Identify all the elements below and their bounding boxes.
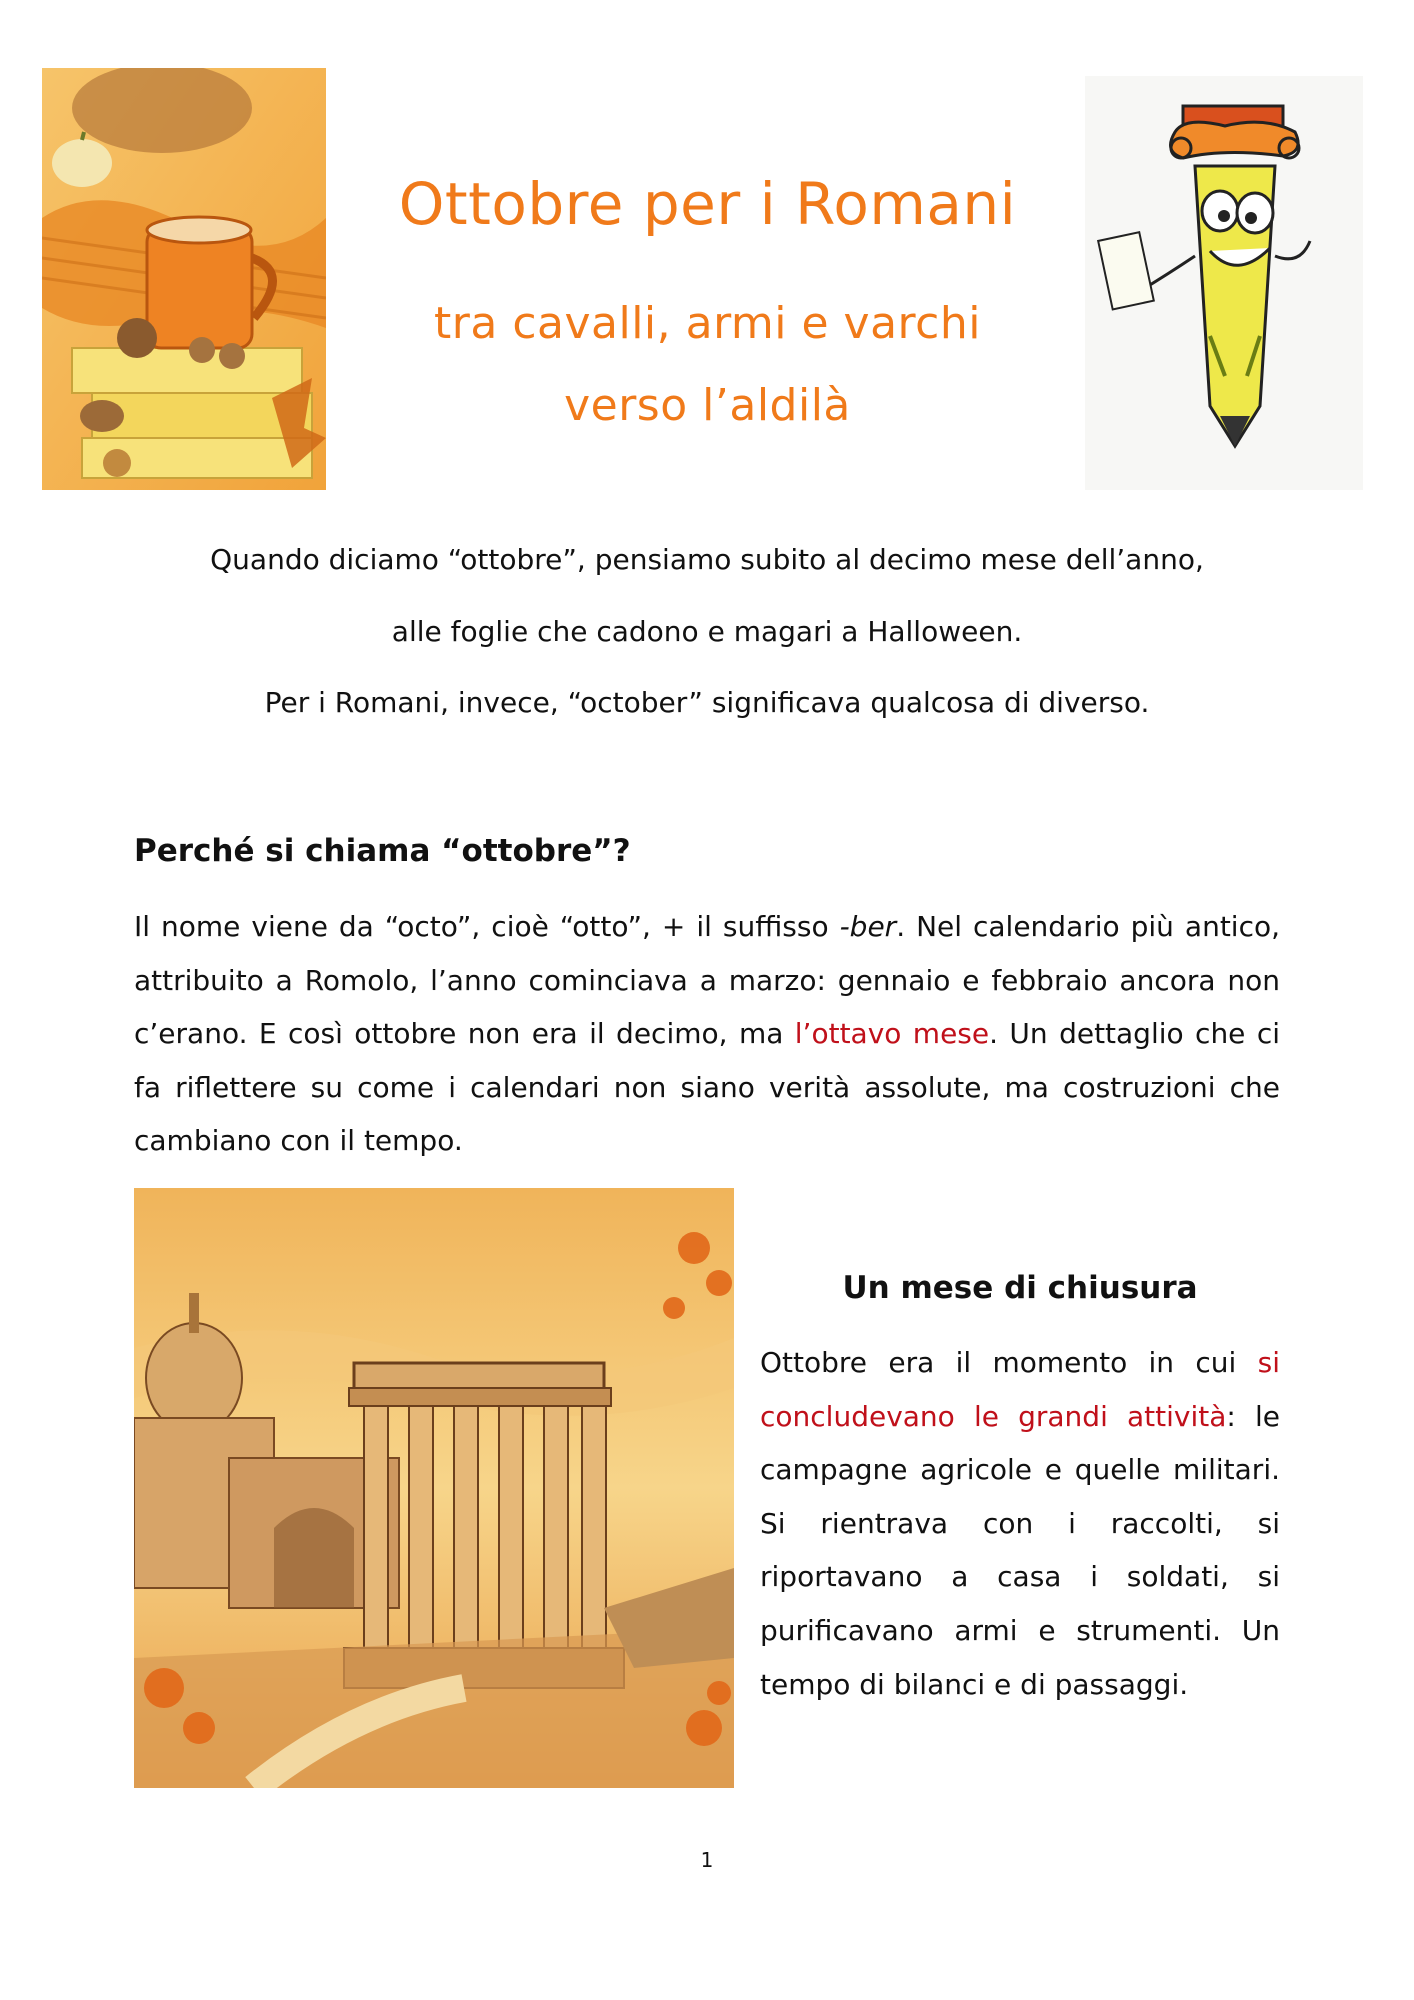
paragraph-text: : le campagne agricole e quelle militari. Si rientrava con i raccolti, si riportavano a casa i soldati, si purificavano armi e strumenti. Un tempo di bilanci e di passaggi.: [760, 1399, 1280, 1701]
italic-suffix: -ber: [839, 910, 897, 943]
section-paragraph-name-origin: [134, 900, 1280, 1168]
subtitle-line-1: tra cavalli, armi e varchi: [434, 298, 981, 349]
highlighted-text: l’ottavo mese: [794, 1017, 990, 1051]
page-number: 1: [700, 1848, 714, 1872]
paragraph-text: Il nome viene da “octo”, cioè “otto”, + il suffisso: [134, 910, 840, 943]
page-title: Ottobre per i Romani: [398, 170, 1017, 238]
paragraph-text: . Un dettaglio che ci fa riflettere su come i calendari non siano verità assolute, ma costruzioni che cambiano con il tempo.: [134, 1017, 1280, 1158]
section-heading-name-origin: Perché si chiama “ottobre”?: [134, 833, 631, 869]
section-heading-closing-month: Un mese di chiusura: [842, 1270, 1198, 1306]
intro-line-2: alle foglie che cadono e magari a Halloween.: [391, 615, 1023, 648]
pencil-mascot-illustration: [1085, 76, 1363, 490]
highlighted-text: si concludevano le grandi attività: [760, 1346, 1280, 1433]
subtitle-line-2: verso l’aldilà: [564, 380, 851, 431]
paragraph-text: . Nel calendario più antico, attribuito a Romolo, l’anno cominciava a marzo: gennaio e febbraio ancora non c’erano. E così ottobre non era il decimo, ma: [134, 910, 1280, 1051]
autumn-still-life-illustration: [42, 68, 326, 490]
roman-forum-illustration: [134, 1188, 734, 1788]
paragraph-text: Ottobre era il momento in cui: [760, 1346, 1258, 1379]
intro-line-1: Quando diciamo “ottobre”, pensiamo subito al decimo mese dell’anno,: [210, 543, 1204, 576]
intro-line-3: Per i Romani, invece, “october” significava qualcosa di diverso.: [264, 686, 1150, 719]
section-paragraph-closing-month: [760, 1336, 1280, 1711]
